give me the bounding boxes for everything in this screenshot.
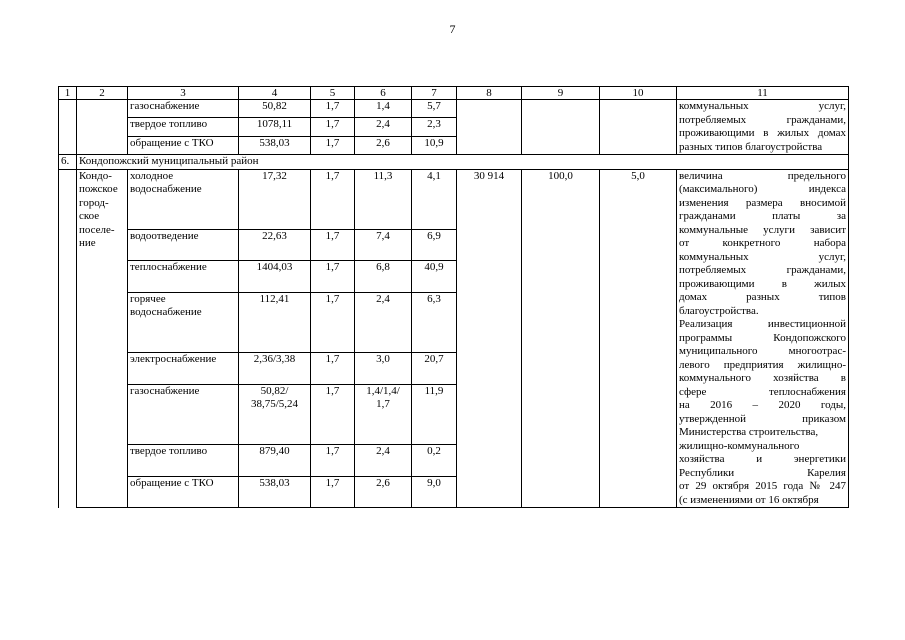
column-header: 4 [239, 87, 311, 100]
col7-cell: 0,2 [412, 445, 457, 476]
column-header: 9 [522, 87, 600, 100]
col1-cell [59, 169, 77, 508]
col5-cell: 1,7 [311, 445, 355, 476]
service-cell: теплоснабжение [128, 261, 239, 292]
col5-cell: 1,7 [311, 118, 355, 136]
column-header: 3 [128, 87, 239, 100]
col6-cell: 2,6 [355, 136, 412, 154]
column-header: 10 [600, 87, 677, 100]
service-cell: обращение с ТКО [128, 136, 239, 154]
fee-cell: 1404,03 [239, 261, 311, 292]
col6-cell: 2,4 [355, 445, 412, 476]
service-cell: твердое топливо [128, 445, 239, 476]
col10-cell [600, 100, 677, 155]
tariff-table [58, 86, 849, 508]
col7-cell: 10,9 [412, 136, 457, 154]
service-cell: холодное водоснабжение [128, 169, 239, 230]
col8-cell [457, 100, 522, 155]
col2-cell [77, 100, 128, 155]
service-cell: твердое топливо [128, 118, 239, 136]
col7-cell: 11,9 [412, 384, 457, 445]
col6-cell: 2,4 [355, 118, 412, 136]
col7-cell: 5,7 [412, 100, 457, 118]
col6-cell: 11,3 [355, 169, 412, 230]
service-cell: обращение с ТКО [128, 476, 239, 507]
header-row [59, 87, 849, 100]
column-header: 8 [457, 87, 522, 100]
col5-cell: 1,7 [311, 136, 355, 154]
column-header: 5 [311, 87, 355, 100]
table-row [59, 169, 849, 230]
col6-cell: 2,4 [355, 292, 412, 353]
table-row [59, 100, 849, 118]
col7-cell: 6,3 [412, 292, 457, 353]
col7-cell: 4,1 [412, 169, 457, 230]
section-number: 6. [59, 155, 77, 170]
col6-cell: 2,6 [355, 476, 412, 507]
fee-cell: 50,82/ 38,75/5,24 [239, 384, 311, 445]
section-title: Кондопожский муниципальный район [77, 155, 849, 170]
col5-cell: 1,7 [311, 230, 355, 261]
col10-cell: 5,0 [600, 169, 677, 508]
fee-cell: 50,82 [239, 100, 311, 118]
col5-cell: 1,7 [311, 353, 355, 384]
column-header: 1 [59, 87, 77, 100]
fee-cell: 879,40 [239, 445, 311, 476]
fee-cell: 2,36/3,38 [239, 353, 311, 384]
col11-cell: величина предельного (максимального) индекса изменения размера вносимой гражданами платы за коммунальные услуги зависит от конкретного набора коммунальных услуг, потребляемых гражданами, проживающими в жилых домах разных типов благоустройства. Реализация инвестиционной программы Кондопожского муниципального многоотрас- левого предприятия жилищно- коммунального хозяйства в сфере теплоснабжения на 2016 – 2020 годы, утвержденной приказом Министерства строительства, жилищно-коммунального хозяйства и энергетики Республики Карелия от 29 октября 2015 года № 247 (с изменениями от 16 октября [677, 169, 849, 508]
col5-cell: 1,7 [311, 261, 355, 292]
service-cell: газоснабжение [128, 384, 239, 445]
col7-cell: 2,3 [412, 118, 457, 136]
col5-cell: 1,7 [311, 169, 355, 230]
col9-cell: 100,0 [522, 169, 600, 508]
col1-cell [59, 100, 77, 155]
col5-cell: 1,7 [311, 384, 355, 445]
fee-cell: 112,41 [239, 292, 311, 353]
col11-cell: коммунальных услуг, потребляемых гражданами, проживающими в жилых домах разных типов благоустройства [677, 100, 849, 155]
col7-cell: 40,9 [412, 261, 457, 292]
column-header: 6 [355, 87, 412, 100]
service-cell: газоснабжение [128, 100, 239, 118]
col6-cell: 1,4 [355, 100, 412, 118]
fee-cell: 1078,11 [239, 118, 311, 136]
fee-cell: 538,03 [239, 476, 311, 507]
fee-cell: 22,63 [239, 230, 311, 261]
fee-cell: 538,03 [239, 136, 311, 154]
col7-cell: 20,7 [412, 353, 457, 384]
col5-cell: 1,7 [311, 292, 355, 353]
col7-cell: 6,9 [412, 230, 457, 261]
service-cell: электроснабжение [128, 353, 239, 384]
service-cell: водоотведение [128, 230, 239, 261]
settlement-cell: Кондо- пожское город- ское поселе- ние [77, 169, 128, 508]
col5-cell: 1,7 [311, 100, 355, 118]
col6-cell: 1,4/1,4/ 1,7 [355, 384, 412, 445]
column-header: 7 [412, 87, 457, 100]
col5-cell: 1,7 [311, 476, 355, 507]
section-row [59, 155, 849, 170]
col6-cell: 3,0 [355, 353, 412, 384]
column-header: 2 [77, 87, 128, 100]
column-header: 11 [677, 87, 849, 100]
service-cell: горячее водоснабжение [128, 292, 239, 353]
col9-cell [522, 100, 600, 155]
col7-cell: 9,0 [412, 476, 457, 507]
col6-cell: 7,4 [355, 230, 412, 261]
fee-cell: 17,32 [239, 169, 311, 230]
col8-cell: 30 914 [457, 169, 522, 508]
page-number: 7 [449, 22, 456, 36]
col6-cell: 6,8 [355, 261, 412, 292]
